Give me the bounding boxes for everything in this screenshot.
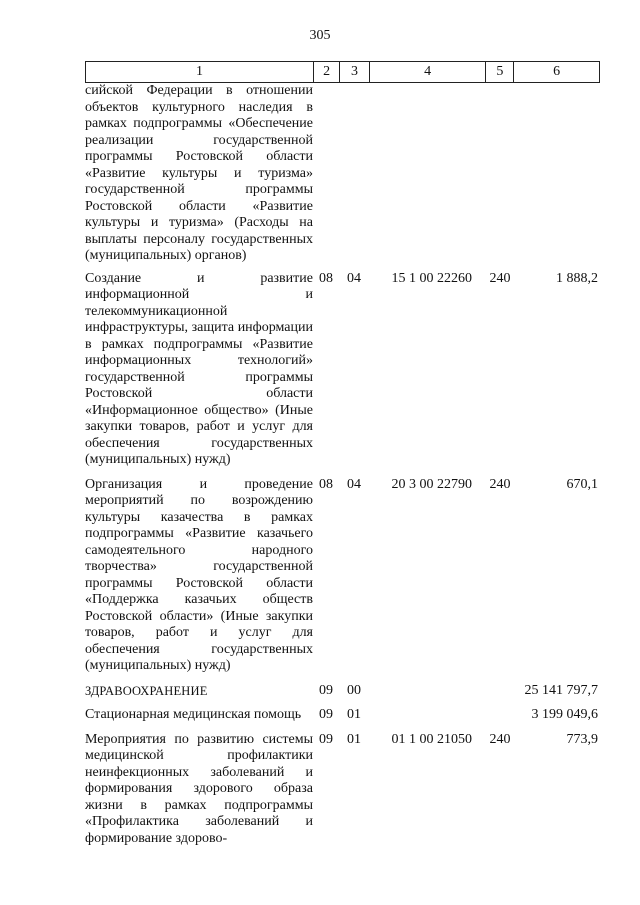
- row-section: 09: [319, 707, 333, 722]
- row-section: [313, 83, 339, 265]
- row-expense-type: 240: [489, 731, 511, 747]
- table-row: [85, 477, 600, 675]
- row-description: сийской Федерации в отношении объектов культурного наследия в рамках подпрограммы «Обеспечение реализации государственной программы Ростовской области «Развитие культуры и туризма» государственной программы Ростовской области «Развитие культуры и туризма» (Расходы на выплаты персоналу государственных (муниципальных) органов): [85, 83, 313, 263]
- page-number: 305: [309, 28, 331, 43]
- column-header: 5: [485, 62, 513, 82]
- row-target-item: 20 3 00 22790: [391, 476, 472, 492]
- row-amount: 25 141 797,7: [524, 682, 598, 698]
- column-header: 6: [513, 62, 599, 82]
- row-target-item: 01 1 00 21050: [391, 731, 472, 747]
- column-header: 4: [369, 62, 486, 82]
- row-description: Организация и проведение мероприятий по возрождению культуры казачества в рамках подпрограммы «Развитие казачьего самодеятельного народного творчества» государственной программы Ростовской области «Поддержка казачьих обществ Ростовской области» (Иные закупки товаров, работ и услуг для обеспечения государственных (муниципальных) нужд): [85, 476, 313, 673]
- row-subsection: 04: [347, 476, 361, 492]
- row-subsection: 00: [347, 682, 361, 698]
- row-description: Мероприятия по развитию системы медицинской профилактики неинфекционных заболеваний и формирования здорового образа жизни в рамках подпрограммы «Профилактика заболеваний и формирование здорово-: [85, 731, 313, 846]
- row-amount: 1 888,2: [556, 270, 598, 286]
- row-expense-type: [486, 83, 514, 265]
- row-section: 09: [319, 731, 333, 747]
- row-description: Создание и развитие информационной и телекоммуникационной инфраструктуры, защита информации в рамках подпрограммы «Развитие информационных технологий» государственной программы Ростовской области «Информационное общество» (Иные закупки товаров, работ и услуг для обеспечения государственных (муниципальных) нужд): [85, 270, 313, 467]
- column-header: 2: [313, 62, 339, 82]
- row-amount: 670,1: [566, 476, 598, 492]
- column-header: 3: [339, 62, 369, 82]
- row-amount: 3 199 049,6: [531, 707, 598, 722]
- row-expense-type: 240: [489, 270, 511, 286]
- row-expense-type: [486, 707, 514, 724]
- row-section: 08: [319, 476, 333, 492]
- table-row: [85, 271, 600, 469]
- row-subsection: [339, 83, 369, 265]
- table-row: [85, 83, 600, 265]
- row-description: Стационарная медицинская помощь: [85, 707, 302, 722]
- row-expense-type: 240: [489, 476, 511, 492]
- row-subsection: 01: [347, 707, 361, 722]
- table-row: [85, 707, 600, 724]
- row-section: 08: [319, 270, 333, 286]
- row-amount: 773,9: [566, 731, 598, 747]
- row-target-item: [369, 83, 486, 265]
- row-target-item: [369, 683, 486, 700]
- row-section: 09: [319, 682, 333, 698]
- row-target-item: [369, 707, 486, 724]
- table-header-row: [85, 61, 600, 83]
- table-row: [85, 683, 600, 700]
- budget-table: [85, 61, 600, 855]
- column-header: 1: [196, 64, 204, 79]
- row-amount: [514, 83, 600, 265]
- table-row: [85, 732, 600, 848]
- row-subsection: 01: [347, 731, 361, 747]
- row-subsection: 04: [347, 270, 361, 286]
- row-expense-type: [486, 683, 514, 700]
- row-target-item: 15 1 00 22260: [391, 270, 472, 286]
- row-description: ЗДРАВООХРАНЕНИЕ: [85, 683, 208, 698]
